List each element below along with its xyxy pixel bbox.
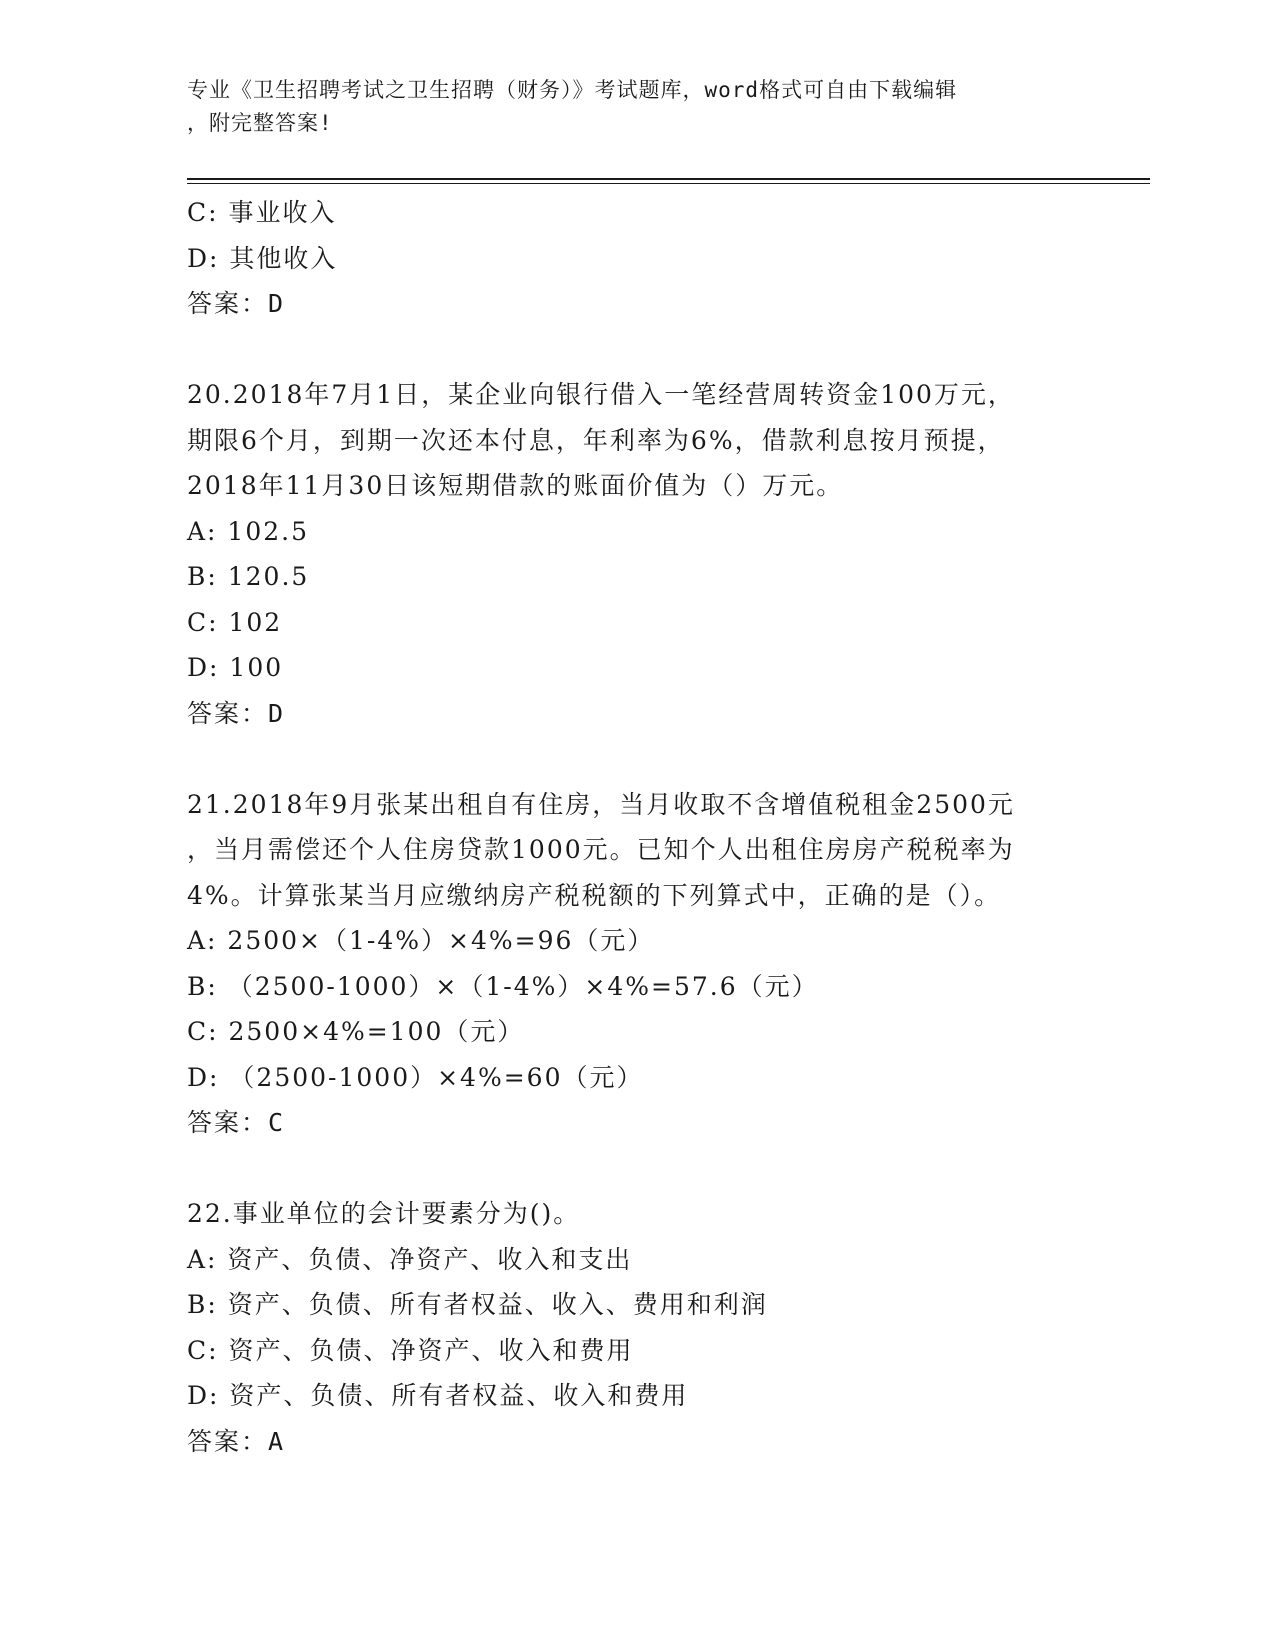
option-a: A: 2500×（1-4%）×4%=96（元） xyxy=(187,926,655,955)
question-stem-line: ，当月需偿还个人住房贷款1000元。已知个人出租住房房产税税率为 xyxy=(187,835,1015,864)
option-b: B: 资产、负债、所有者权益、收入、费用和利润 xyxy=(187,1290,768,1319)
question-21 xyxy=(187,782,1077,1146)
spacer xyxy=(187,736,1077,782)
header-divider-thick xyxy=(187,178,1150,180)
answer: 答案：D xyxy=(187,289,286,318)
header-line-2: ，附完整答案! xyxy=(187,111,333,135)
option-c: C: 资产、负债、净资产、收入和费用 xyxy=(187,1335,634,1365)
question-stem-line: 期限6个月，到期一次还本付息，年利率为6%，借款利息按月预提， xyxy=(187,425,1005,455)
option-a: A: 资产、负债、净资产、收入和支出 xyxy=(187,1244,633,1274)
option-d: D: 其他收入 xyxy=(187,243,338,273)
question-22 xyxy=(187,1191,1077,1464)
question-stem-line: 2018年11月30日该短期借款的账面价值为（）万元。 xyxy=(187,471,844,500)
option-b: B: （2500-1000）×（1-4%）×4%=57.6（元） xyxy=(187,971,819,1001)
question-20 xyxy=(187,372,1077,736)
option-b: B: 120.5 xyxy=(187,562,310,591)
option-c: C: 事业收入 xyxy=(187,198,337,227)
option-d: D: 100 xyxy=(187,653,284,682)
header-divider-thin xyxy=(187,183,1150,184)
question-stem-line: 4%。计算张某当月应缴纳房产税税额的下列算式中，正确的是（）。 xyxy=(187,880,1002,910)
answer: 答案：C xyxy=(187,1108,286,1137)
answer: 答案：A xyxy=(187,1426,286,1456)
question-stem-line: 21.2018年9月张某出租自有住房，当月收取不含增值税租金2500元 xyxy=(187,789,1015,819)
page-header xyxy=(187,74,1067,140)
question-stem-line: 22.事业单位的会计要素分为()。 xyxy=(187,1199,581,1228)
spacer xyxy=(187,327,1077,373)
option-c: C: 2500×4%=100（元） xyxy=(187,1017,525,1046)
header-line-1: 专业《卫生招聘考试之卫生招聘（财务）》考试题库，word格式可自由下载编辑 xyxy=(187,78,958,102)
option-a: A: 102.5 xyxy=(187,516,309,546)
answer: 答案：D xyxy=(187,698,286,728)
question-stem-line: 20.2018年7月1日，某企业向银行借入一笔经营周转资金100万元， xyxy=(187,380,1015,409)
document-body xyxy=(187,190,1077,1464)
question-19-continuation xyxy=(187,190,1077,327)
option-d: D: 资产、负债、所有者权益、收入和费用 xyxy=(187,1381,689,1410)
option-c: C: 102 xyxy=(187,607,283,637)
spacer xyxy=(187,1146,1077,1192)
option-d: D: （2500-1000）×4%=60（元） xyxy=(187,1062,644,1092)
